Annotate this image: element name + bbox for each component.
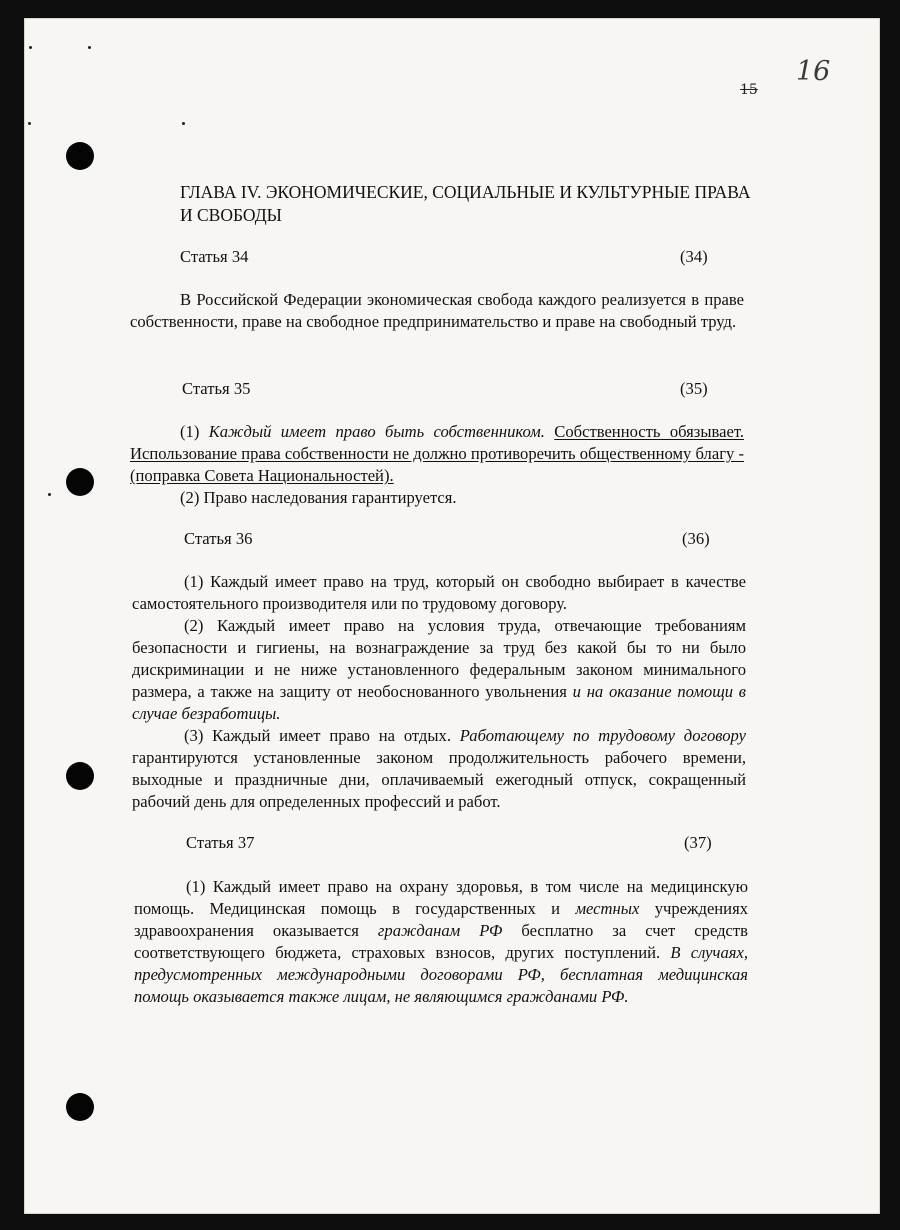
paragraph-text: бесплатно за счет средств соответствующего бюджета, страховых взносов, других поступлений. xyxy=(134,921,748,962)
article-paragraph xyxy=(130,421,744,487)
article-ref: (36) xyxy=(682,529,710,548)
article-ref: (34) xyxy=(680,247,708,266)
underlined-amendment: Собственность обязывает. Использование права собственности не должно противоречить общественному благу - (поправка Совета Национальностей). xyxy=(130,422,744,485)
article-paragraph xyxy=(132,571,746,615)
italic-text: местных xyxy=(575,899,640,918)
paragraph-text: учреждениях здравоохранения оказывается xyxy=(134,899,748,940)
punch-hole xyxy=(66,468,94,496)
chapter-title: ГЛАВА IV. ЭКОНОМИЧЕСКИЕ, СОЦИАЛЬНЫЕ И КУЛЬТУРНЫЕ ПРАВА И СВОБОДЫ xyxy=(180,182,751,225)
paragraph-text: (1) xyxy=(180,422,209,441)
handwritten-page-number: 16 xyxy=(796,56,831,87)
italic-text: Каждый имеет право быть собственником. xyxy=(208,422,545,441)
paragraph-text: (2) Право наследования гарантируется. xyxy=(180,488,457,507)
punch-hole xyxy=(66,762,94,790)
article-paragraph xyxy=(130,487,744,509)
paragraph-text: гарантируются установленные законом продолжительность рабочего времени, выходные и праздничные дни, оплачиваемый ежегодный отпуск, сокращенный рабочий день для определенных профессий и работ. xyxy=(132,748,746,811)
article-paragraph xyxy=(134,876,748,1008)
paragraph-text: (2) Каждый имеет право на условия труда, отвечающие требованиям безопасности и гигиены, на вознаграждение за труд без какой бы то ни было дискриминации и не ниже установленного федеральным законом минимального размера, а также на защиту от необоснованного увольнения xyxy=(132,616,746,701)
speck xyxy=(182,122,185,125)
article-paragraph xyxy=(132,725,746,813)
article-label: Статья 36 xyxy=(184,529,253,548)
speck xyxy=(88,46,91,49)
article-ref: (35) xyxy=(680,379,708,398)
speck xyxy=(29,46,32,49)
paragraph-text: (1) Каждый имеет право на труд, который он свободно выбирает в качестве самостоятельного производителя или по трудовому договору. xyxy=(132,572,746,613)
italic-text: Работающему по трудовому договору xyxy=(459,726,746,745)
punch-hole xyxy=(66,1093,94,1121)
italic-text: В случаях, предусмотренных международными договорами РФ, бесплатная медицинская помощь оказывается также лицам, не являющимся гражданами РФ. xyxy=(134,943,748,1006)
punch-hole xyxy=(66,142,94,170)
article-ref: (37) xyxy=(684,833,712,852)
article-label: Статья 35 xyxy=(182,379,251,398)
paragraph-text: (3) Каждый имеет право на отдых. xyxy=(184,726,460,745)
article-paragraph xyxy=(132,615,746,725)
speck xyxy=(48,493,51,496)
paragraph-text: В Российской Федерации экономическая свобода каждого реализуется в праве собственности, праве на свободное предпринимательство и праве на свободный труд. xyxy=(130,290,744,331)
italic-text: и на оказание помощи в случае безработицы. xyxy=(132,682,746,723)
typed-page-number: 15 xyxy=(740,82,758,98)
document-page xyxy=(24,18,880,1214)
speck xyxy=(28,122,31,125)
paragraph-text: (1) Каждый имеет право на охрану здоровья, в том числе на медицинскую помощь. Медицинская помощь в государственных и xyxy=(134,877,748,918)
article-label: Статья 34 xyxy=(180,247,249,266)
article-paragraph xyxy=(130,289,744,333)
article-label: Статья 37 xyxy=(186,833,255,852)
italic-text: гражданам РФ xyxy=(377,921,503,940)
